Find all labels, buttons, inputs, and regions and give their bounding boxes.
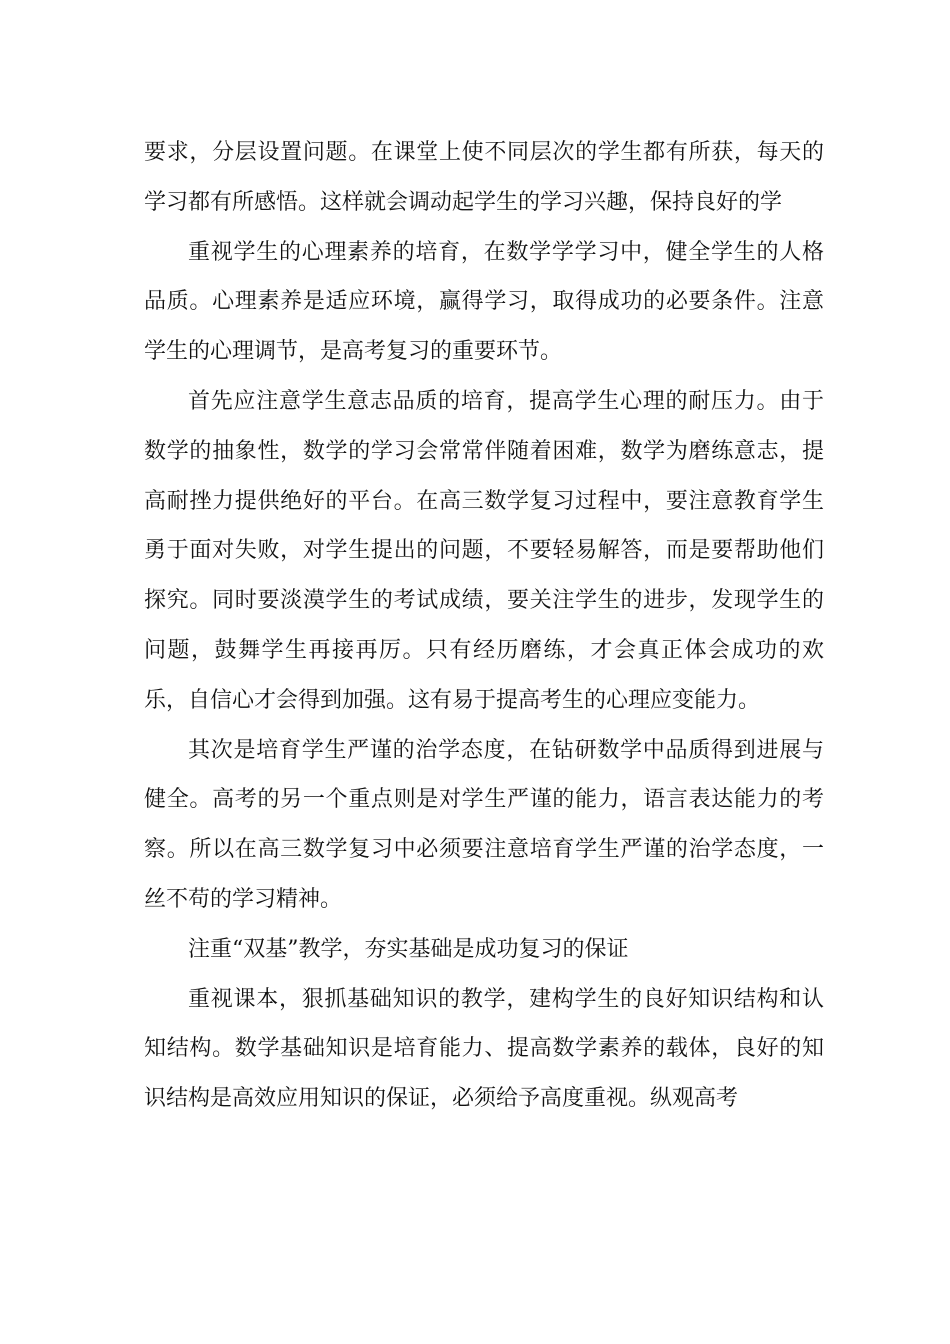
paragraph-3: 首先应注意学生意志品质的培育，提高学生心理的耐压力。由于数学的抽象性，数学的学习会常常伴随着困难，数学为磨练意志，提高耐挫力提供绝好的平台。在高三数学复习过程中，要注意教育学生勇于面对失败，对学生提出的问题，不要轻易解答，而是要帮助他们探究。同时要淡漠学生的考试成绩，要关注学生的进步，发现学生的问题，鼓舞学生再接再厉。只有经历磨练，才会真正体会成功的欢乐，自信心才会得到加强。这有易于提高考生的心理应变能力。: [144, 388, 824, 713]
paragraph-1: 要求，分层设置问题。在课堂上使不同层次的学生都有所获，每天的学习都有所感悟。这样就会调动起学生的学习兴趣，保持良好的学: [144, 140, 824, 215]
paragraph-2: 重视学生的心理素养的培育，在数学学学习中，健全学生的人格品质。心理素养是适应环境，赢得学习，取得成功的必要条件。注意学生的心理调节，是高考复习的重要环节。: [144, 239, 824, 365]
paragraph-4: 其次是培育学生严谨的治学态度，在钻研数学中品质得到进展与健全。高考的另一个重点则是对学生严谨的能力，语言表达能力的考察。所以在高三数学复习中必须要注意培育学生严谨的治学态度，一丝不苟的学习精神。: [144, 737, 824, 912]
paragraph-5-heading: 注重“双基”教学，夯实基础是成功复习的保证: [188, 936, 629, 962]
document-body: [144, 128, 824, 1124]
paragraph-6: 重视课本，狠抓基础知识的教学，建构学生的良好知识结构和认知结构。数学基础知识是培育能力、提高数学素养的载体，良好的知识结构是高效应用知识的保证，必须给予高度重视。纵观高考: [144, 986, 824, 1112]
